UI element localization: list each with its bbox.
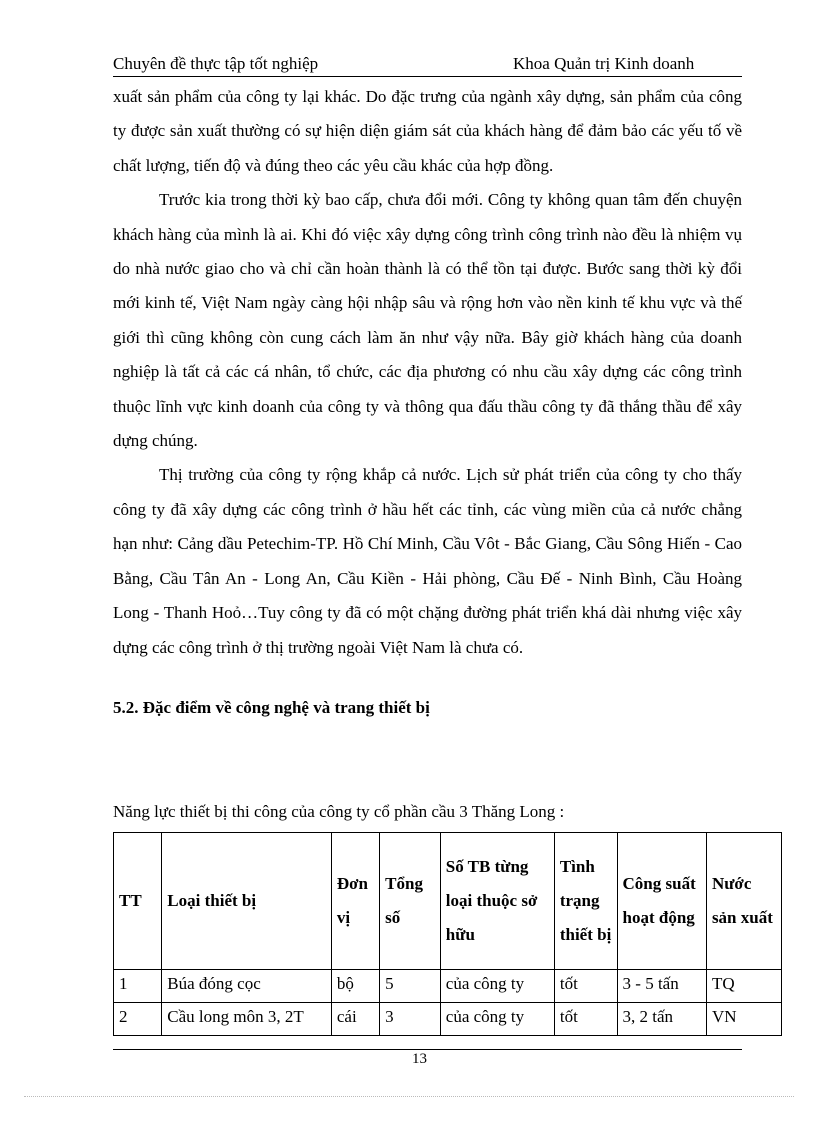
cell-unit: bộ: [331, 970, 379, 1003]
body-text: [113, 80, 742, 665]
cell-unit: cái: [331, 1003, 379, 1036]
cell-condition: tốt: [554, 970, 617, 1003]
header-equipment-type: Loại thiết bị: [162, 833, 332, 970]
cell-condition: tốt: [554, 1003, 617, 1036]
header-unit: Đơn vị: [331, 833, 379, 970]
table-caption: Năng lực thiết bị thi công của công ty cổ phần cầu 3 Thăng Long :: [113, 802, 565, 821]
cell-tt: 2: [114, 1003, 162, 1036]
table-row: [114, 970, 782, 1003]
cell-capacity: 3 - 5 tấn: [617, 970, 706, 1003]
paragraph-market: Thị trường của công ty rộng khắp cả nước. Lịch sử phát triển của công ty cho thấy công ty đã xây dựng các công trình ở hầu hết các tỉnh, các vùng miền của cả nước chẳng hạn như: Cảng dầu Petechim-TP. Hồ Chí Minh, Cầu Vôt - Bắc Giang, Cầu Sông Hiến - Cao Bằng, Cầu Tân An - Long An, Cầu Kiền - Hải phòng, Cầu Đế - Ninh Bình, Cầu Hoàng Long - Thanh Hoỏ…Tuy công ty đã có một chặng đường phát triển khá dài nhưng việc xây dựng các công trình ở thị trường ngoài Việt Nam là chưa có.: [113, 465, 742, 657]
header-ownership: Số TB từng loại thuộc sở hữu: [440, 833, 554, 970]
cell-total: 3: [380, 1003, 441, 1036]
footer-divider: [113, 1049, 742, 1050]
page-number: 13: [412, 1051, 427, 1067]
cell-tt: 1: [114, 970, 162, 1003]
table-row: [114, 1003, 782, 1036]
header-divider: [113, 76, 742, 77]
header-origin: Nước sản xuất: [706, 833, 781, 970]
cell-ownership: của công ty: [440, 970, 554, 1003]
cell-origin: TQ: [706, 970, 781, 1003]
equipment-table: [113, 832, 782, 1036]
cell-ownership: của công ty: [440, 1003, 554, 1036]
table-header-row: [114, 833, 782, 970]
header-condition: Tình trạng thiết bị: [554, 833, 617, 970]
header-tt: TT: [114, 833, 162, 970]
page-header: [113, 52, 742, 76]
cell-total: 5: [380, 970, 441, 1003]
header-document-title: Chuyên đề thực tập tốt nghiệp: [113, 54, 319, 73]
section-heading: 5.2. Đặc điểm về công nghệ và trang thiết bị: [113, 698, 430, 717]
paragraph-customers: Trước kia trong thời kỳ bao cấp, chưa đổi mới. Công ty không quan tâm đến chuyện khách hàng của mình là ai. Khi đó việc xây dựng công trình công trình nào đều là nhiệm vụ do nhà nước giao cho và chỉ cần hoàn thành là có thể tồn tại được. Bước sang thời kỳ đổi mới kinh tế, Việt Nam ngày càng hội nhập sâu và rộng hơn vào nền kinh tế khu vực và thế giới thì cũng không còn cung cách làm ăn như vậy nữa. Bây giờ khách hàng của doanh nghiệp là tất cả các cá nhân, tổ chức, các địa phương có nhu cầu xây dựng các công trình thuộc lĩnh vực kinh doanh của công ty và thông qua đấu thầu công ty đã thắng thầu để xây dựng chúng.: [113, 190, 742, 451]
page-bottom-edge: [24, 1096, 794, 1097]
cell-equipment-type: Búa đóng cọc: [162, 970, 332, 1003]
header-total: Tổng số: [380, 833, 441, 970]
header-faculty: Khoa Quản trị Kinh doanh: [513, 54, 695, 73]
cell-capacity: 3, 2 tấn: [617, 1003, 706, 1036]
paragraph-continuation: xuất sản phẩm của công ty lại khác. Do đặc trưng của ngành xây dựng, sản phẩm của công ty được sản xuất thường có sự hiện diện giám sát của khách hàng để đảm bảo các yếu tố về chất lượng, tiến độ và đúng theo các yêu cầu khác của hợp đồng.: [113, 87, 742, 175]
header-capacity: Công suất hoạt động: [617, 833, 706, 970]
cell-origin: VN: [706, 1003, 781, 1036]
cell-equipment-type: Cầu long môn 3, 2T: [162, 1003, 332, 1036]
